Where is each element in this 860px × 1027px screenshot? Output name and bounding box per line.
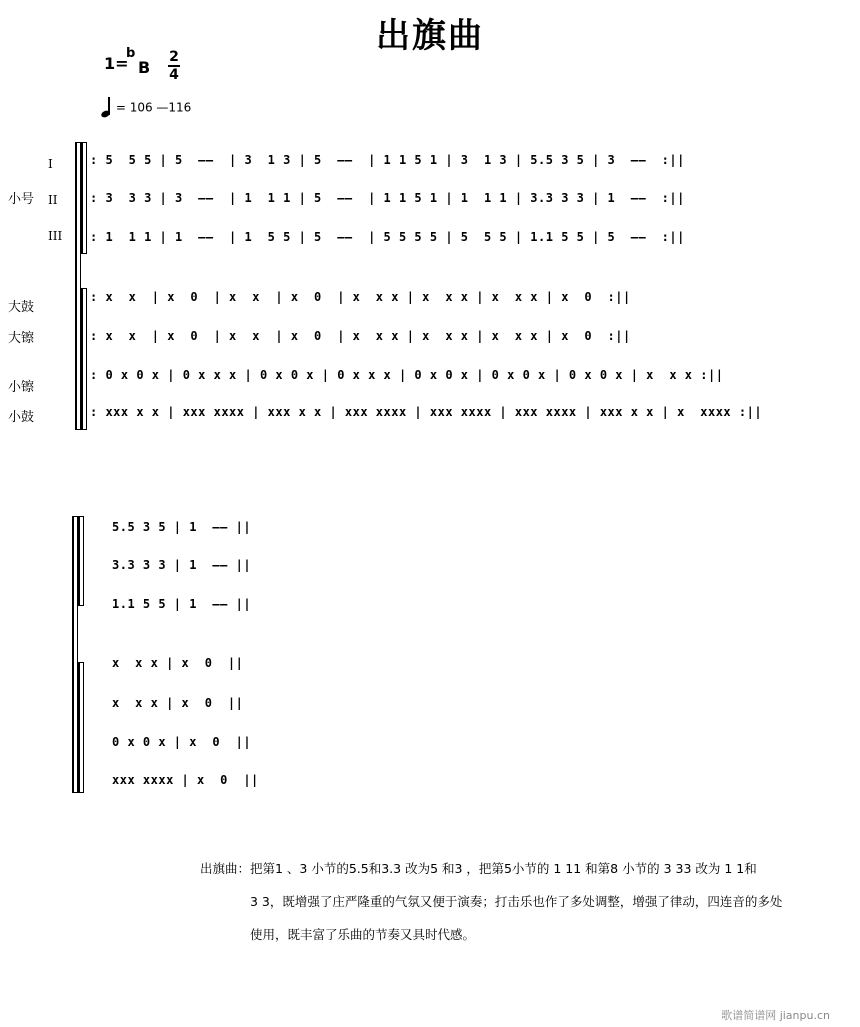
system2-row-trumpet-3: 1.1 5 5 | 1 —— || (112, 597, 252, 611)
time-top: 2 (169, 49, 179, 65)
footnote (200, 852, 800, 951)
system2-percussion-brace (78, 662, 84, 793)
footnote-line-3: 使用，既丰富了乐曲的节奏又具时代感。 (250, 927, 476, 942)
footnote-line-1: 出旗曲：把第1 、3 小节的5.5和3.3 改为5 和3 ，把第5小节的 1 11 和第8 小节的 3 33 改为 1 1和 (200, 861, 757, 876)
label-small-cymbal: 小镲 (8, 380, 35, 395)
system1-trumpet-brace (81, 142, 87, 254)
system2-row-bass-drum: x x x | x 0 || (112, 656, 244, 670)
page-title: 出旗曲 (376, 16, 484, 56)
label-snare: 小鼓 (8, 410, 35, 425)
tempo-text: = 106 —116 (115, 100, 192, 115)
system2-row-trumpet-1: 5.5 3 5 | 1 —— || (112, 520, 252, 534)
label-part-1: I (48, 157, 53, 171)
time-signature (168, 50, 180, 82)
time-bottom: 4 (169, 67, 179, 83)
system1-row-snare: : xxx x x | xxx xxxx | xxx x x | xxx xxxx | xxx xxxx | xxx xxxx | xxx x x | x xxxx :|| (90, 405, 763, 419)
label-bass-drum: 大鼓 (8, 300, 35, 315)
system1-row-bass-drum: : x x | x 0 | x x | x 0 | x x x | x x x | x x x | x 0 :|| (90, 290, 631, 304)
system1-row-trumpet-3: : 1 1 1 | 1 —— | 1 5 5 | 5 —— | 5 5 5 5 | 5 5 5 | 1.1 5 5 | 5 —— :|| (90, 230, 685, 244)
system2-row-big-cymbal: x x x | x 0 || (112, 696, 244, 710)
label-big-cymbal: 大镲 (8, 331, 35, 346)
system2-row-trumpet-2: 3.3 3 3 | 1 —— || (112, 558, 252, 572)
quarter-note-icon (100, 97, 112, 119)
tempo-marking (100, 97, 191, 119)
flat-sign: b (126, 46, 136, 61)
label-part-2: II (48, 193, 58, 207)
watermark: 歌谱简谱网 jianpu.cn (721, 1009, 830, 1022)
key-prefix: 1= (104, 54, 129, 73)
system1-row-small-cymbal: : 0 x 0 x | 0 x x x | 0 x 0 x | 0 x x x | 0 x 0 x | 0 x 0 x | 0 x 0 x | x x x :|| (90, 368, 724, 382)
system1-row-trumpet-2: : 3 3 3 | 3 —— | 1 1 1 | 5 —— | 1 1 5 1 | 1 1 1 | 3.3 3 3 | 1 —— :|| (90, 191, 685, 205)
system2-row-snare: xxx xxxx | x 0 || (112, 773, 259, 787)
system1-row-trumpet-1: : 5 5 5 | 5 —— | 3 1 3 | 5 —— | 1 1 5 1 | 3 1 3 | 5.5 3 5 | 3 —— :|| (90, 153, 685, 167)
footnote-line-2: 3 3，既增强了庄严隆重的气氛又便于演奏；打击乐也作了多处调整，增强了律动，四连音的多处 (250, 894, 783, 909)
system2-row-small-cymbal: 0 x 0 x | x 0 || (112, 735, 252, 749)
key-signature (104, 46, 151, 77)
system2-trumpet-brace (78, 516, 84, 606)
label-trumpet: 小号 (8, 192, 35, 207)
system1-row-big-cymbal: : x x | x 0 | x x | x 0 | x x x | x x x | x x x | x 0 :|| (90, 329, 631, 343)
label-part-3: III (48, 229, 63, 243)
system1-percussion-brace (81, 288, 87, 430)
key-note: B (138, 58, 151, 77)
